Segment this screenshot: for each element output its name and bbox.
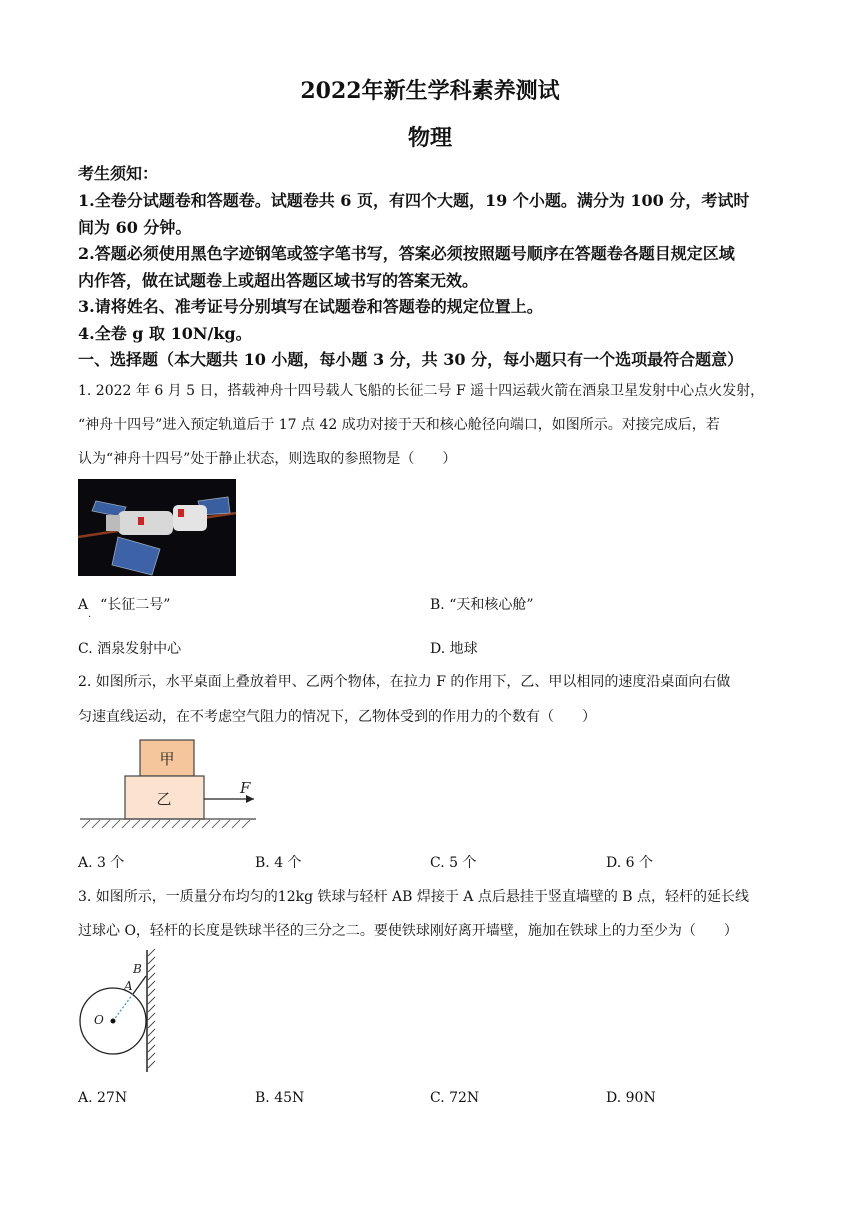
option-d: D. 地球 <box>430 641 478 657</box>
option-c: C. 5 个 <box>430 855 477 871</box>
notice-line: 间为 60 分钟。 <box>78 218 192 237</box>
notice-line: 内作答，做在试题卷上或超出答题区域书写的答案无效。 <box>78 271 479 290</box>
point-b-label: B <box>133 962 142 976</box>
option-b: B. “天和核心舱” <box>430 597 534 613</box>
notice-line: 1.全卷分试题卷和答题卷。试题卷共 6 页，有四个大题，19 个小题。满分为 100 分，考试时 <box>78 191 750 210</box>
exam-title: 2022年新生学科素养测试 <box>300 78 560 104</box>
space-station-image <box>78 479 236 576</box>
option-b: B. 45N <box>255 1090 305 1106</box>
notice-line: 2.答题必须使用黑色字迹钢笔或签字笔书写，答案必须按照题号顺序在答题卷各题目规定区域 <box>78 244 735 263</box>
question-text: 3. 如图所示，一质量分布均匀的12kg 铁球与轻杆 AB 焊接于 A 点后悬挂于竖直墙壁的 B 点，轻杆的延长线 <box>78 889 750 905</box>
notice-line: 4.全卷 g 取 10N/kg。 <box>78 324 252 343</box>
block-top-label: 甲 <box>159 750 175 768</box>
option-c: C. 72N <box>430 1090 480 1106</box>
question-text: 2. 如图所示，水平桌面上叠放着甲、乙两个物体，在拉力 F 的作用下，乙、甲以相同的速度沿桌面向右做 <box>78 674 731 690</box>
section-heading: 一、选择题（本大题共 10 小题，每小题 3 分，共 30 分，每小题只有一个选项最符合题意） <box>78 350 744 369</box>
question-text: 匀速直线运动，在不考虑空气阻力的情况下，乙物体受到的作用力的个数有（ ） <box>78 709 596 725</box>
point-o-label: O <box>94 1013 104 1027</box>
sphere-wall-figure <box>78 948 158 1074</box>
option-b: B. 4 个 <box>255 855 302 871</box>
option-a: A. 3 个 <box>78 855 125 871</box>
option-a: A. 27N <box>78 1090 128 1106</box>
notice-line: 3.请将姓名、准考证号分别填写在试题卷和答题卷的规定位置上。 <box>78 297 543 316</box>
option-a: A “长征二号” <box>78 597 171 613</box>
notice-heading: 考生须知： <box>78 164 159 183</box>
option-d: D. 6 个 <box>606 855 653 871</box>
option-d: D. 90N <box>606 1090 656 1106</box>
question-text: 1. 2022 年 6 月 5 日，搭载神舟十四号载人飞船的长征二号 F 遥十四运载火箭在酒泉卫星发射中心点火发射， <box>78 383 765 399</box>
stacked-blocks-figure <box>78 738 262 834</box>
option-c: C. 酒泉发射中心 <box>78 641 182 657</box>
question-text: 过球心 O，轻杆的长度是铁球半径的三分之二。要使铁球刚好离开墙壁，施加在铁球上的力至少为（ ） <box>78 923 738 939</box>
subject-title: 物理 <box>407 125 452 151</box>
force-label: F <box>240 779 251 797</box>
question-text: “神舟十四号”进入预定轨道后于 17 点 42 成功对接于天和核心舱径向端口，如图所示。对接完成后，若 <box>78 417 720 433</box>
block-bottom-label: 乙 <box>156 790 172 808</box>
question-text: 认为“神舟十四号”处于静止状态，则选取的参照物是（ ） <box>78 451 457 467</box>
point-a-label: A <box>124 979 133 993</box>
dot-mark: · <box>88 612 92 623</box>
